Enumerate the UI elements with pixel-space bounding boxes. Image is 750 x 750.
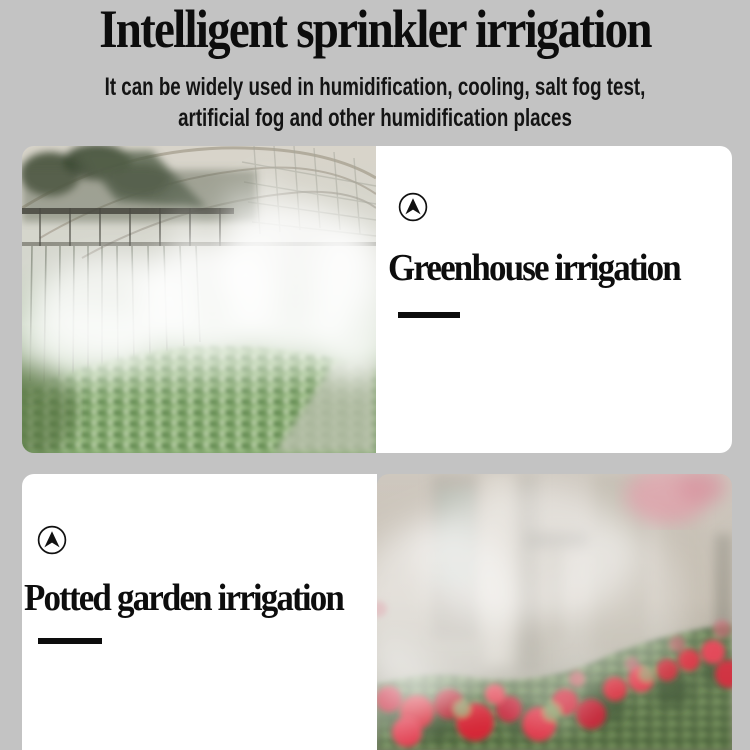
greenhouse-heading: Greenhouse irrigation — [388, 247, 680, 289]
page-title: Intelligent sprinkler irrigation — [99, 0, 651, 59]
potted-flowers-photo — [377, 474, 732, 750]
arrow-up-circle-icon — [37, 525, 67, 555]
potted-garden-heading: Potted garden irrigation — [24, 577, 343, 619]
heading-underline — [38, 638, 102, 644]
greenhouse-photo — [22, 146, 376, 453]
greenhouse-panel — [376, 146, 732, 453]
heading-underline — [398, 312, 460, 318]
page-subtitle — [0, 72, 750, 134]
potted-garden-panel — [22, 474, 377, 750]
subtitle-line-1: It can be widely used in humidification, cooling, salt fog test, — [104, 73, 646, 101]
arrow-up-circle-icon — [398, 192, 428, 222]
subtitle-line-2: artificial fog and other humidification places — [178, 104, 572, 132]
